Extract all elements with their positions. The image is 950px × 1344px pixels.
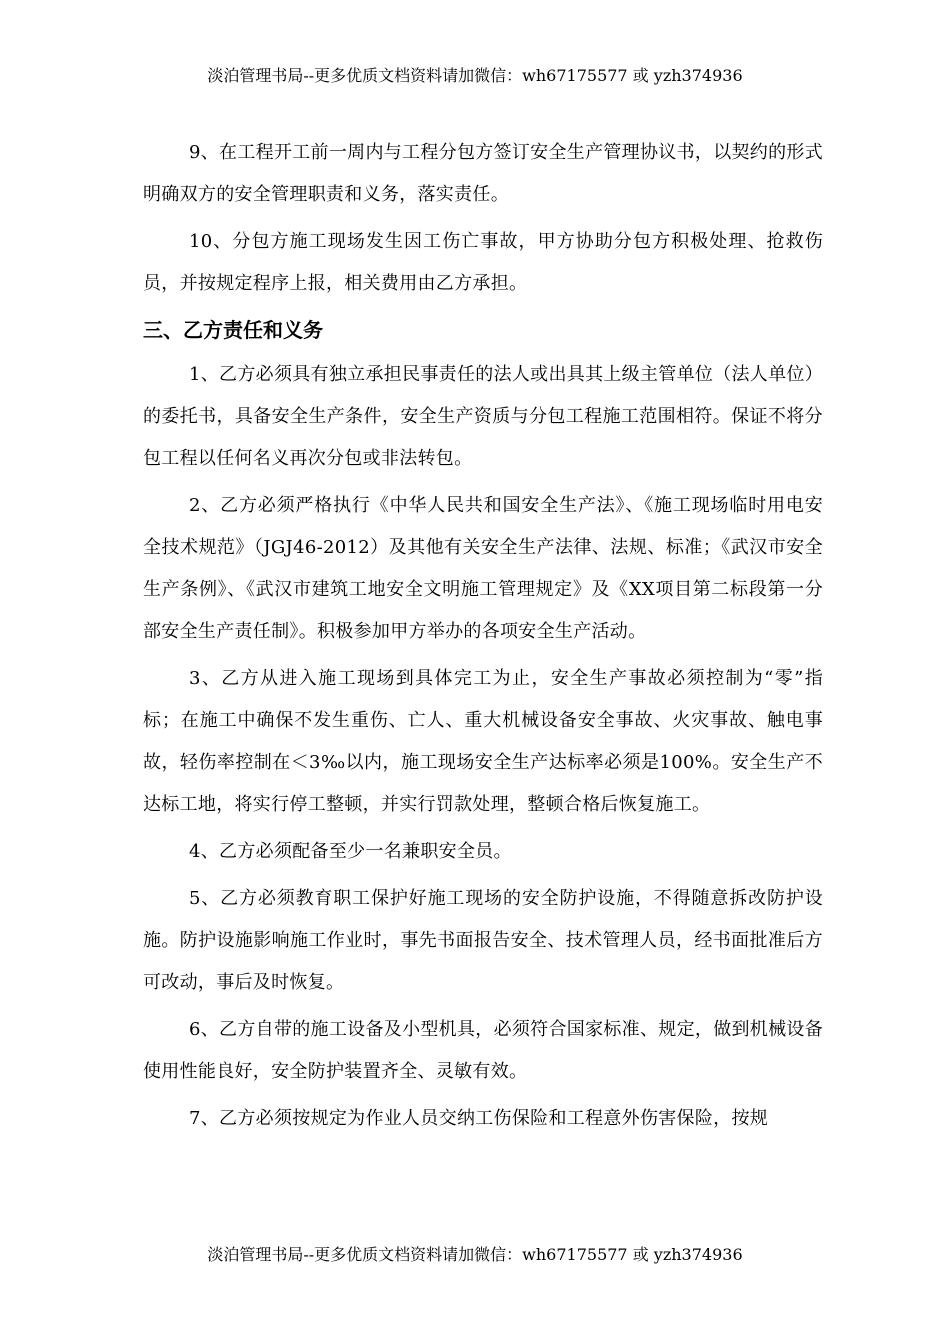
page-header: 淡泊管理书局--更多优质文档资料请加微信：wh67175577 或 yzh374936 bbox=[207, 66, 743, 85]
document-body bbox=[143, 132, 823, 1145]
party-b-clause-6: 6、乙方自带的施工设备及小型机具，必须符合国家标准、规定，做到机械设备使用性能良好，安全防护装置齐全、灵敏有效。 bbox=[143, 1019, 823, 1082]
party-b-clause-7: 7、乙方必须按规定为作业人员交纳工伤保险和工程意外伤害保险，按规 bbox=[189, 1108, 769, 1129]
clause-9-paragraph: 9、在工程开工前一周内与工程分包方签订安全生产管理协议书，以契约的形式明确双方的安全管理职责和义务，落实责任。 bbox=[143, 142, 823, 205]
section-heading: 三、乙方责任和义务 bbox=[143, 318, 323, 342]
page-footer: 淡泊管理书局--更多优质文档资料请加微信：wh67175577 或 yzh374936 bbox=[207, 1245, 743, 1264]
party-b-clause-5: 5、乙方必须教育职工保护好施工现场的安全防护设施，不得随意拆改防护设施。防护设施影响施工作业时，事先书面报告安全、技术管理人员，经书面批准后方可改动，事后及时恢复。 bbox=[143, 888, 823, 993]
party-b-clause-2: 2、乙方必须严格执行《中华人民共和国安全生产法》、《施工现场临时用电安全技术规范》（JGJ46-2012）及其他有关安全生产法律、法规、标准；《武汉市安全生产条例》、《武汉市建筑工地安全文明施工管理规定》及《XX项目第二标段第一分部安全生产责任制》。积极参加甲方举办的各项安全生产活动。 bbox=[143, 495, 823, 642]
party-b-clause-4: 4、乙方必须配备至少一名兼职安全员。 bbox=[189, 841, 512, 862]
clause-10-paragraph: 10、分包方施工现场发生因工伤亡事故，甲方协助分包方积极处理、抢救伤员，并按规定程序上报，相关费用由乙方承担。 bbox=[143, 231, 823, 294]
party-b-clause-1: 1、乙方必须具有独立承担民事责任的法人或出具其上级主管单位（法人单位）的委托书，具备安全生产条件，安全生产资质与分包工程施工范围相符。保证不将分包工程以任何名义再次分包或非法转包。 bbox=[143, 364, 823, 469]
party-b-clause-3: 3、乙方从进入施工现场到具体完工为止，安全生产事故必须控制为“零”指标；在施工中确保不发生重伤、亡人、重大机械设备安全事故、火灾事故、触电事故，轻伤率控制在＜3‰以内，施工现场安全生产达标率必须是100%。安全生产不达标工地，将实行停工整顿，并实行罚款处理，整顿合格后恢复施工。 bbox=[143, 668, 823, 815]
